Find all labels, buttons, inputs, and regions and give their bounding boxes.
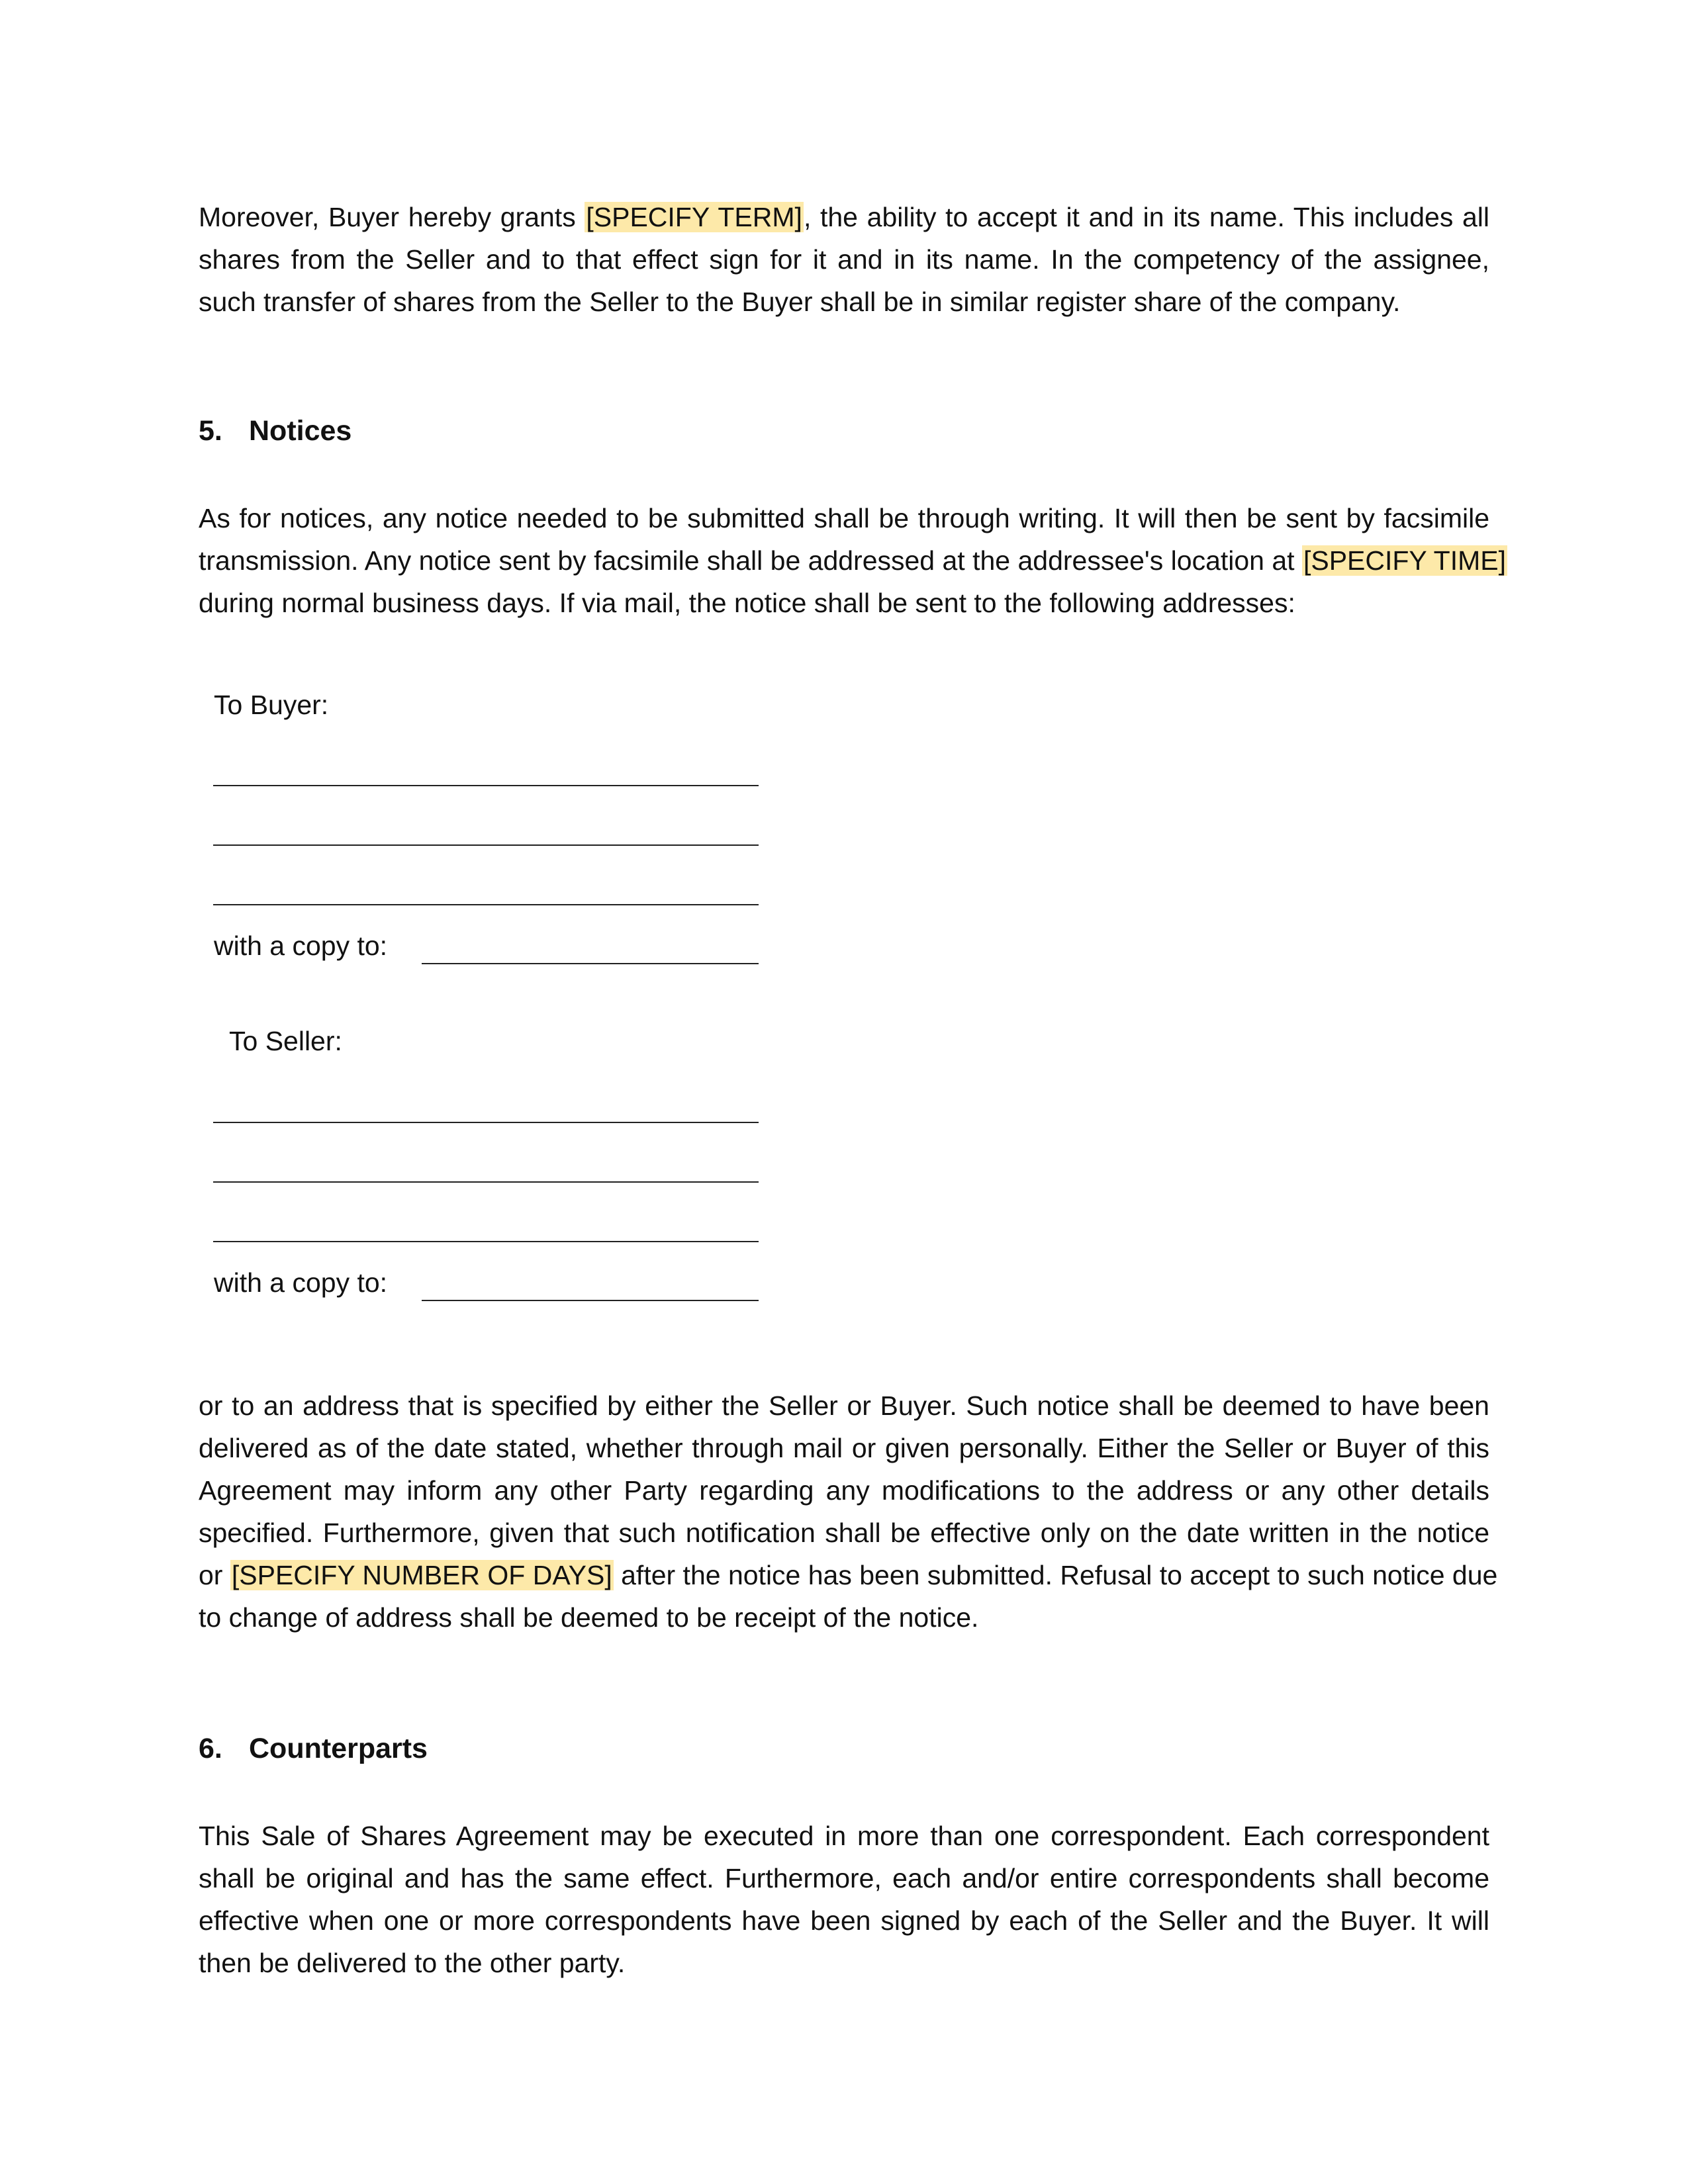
intro-line-1: Moreover, Buyer hereby grants [SPECIFY TERM], the ability to accept it and in its name. This includes all <box>199 202 1490 232</box>
notices-p2-line-3: Agreement may inform any other Party regarding any modifications to the address or any other details <box>199 1475 1489 1506</box>
notices-p2-line-4: specified. Furthermore, given that such notification shall be effective only on the date written in the notice <box>199 1518 1489 1548</box>
placeholder-specify-number-of-days[interactable]: [SPECIFY NUMBER OF DAYS] <box>231 1560 612 1590</box>
section-6-number: 6. <box>199 1733 222 1764</box>
seller-address-line-2[interactable] <box>213 1181 759 1183</box>
buyer-address-line-1[interactable] <box>213 785 759 786</box>
to-seller-label: To Seller: <box>229 1026 342 1056</box>
seller-copy-line[interactable] <box>422 1300 759 1301</box>
seller-copy-label: with a copy to: <box>214 1267 388 1298</box>
intro-line-2: shares from the Seller and to that effect sign for it and in its name. In the competency of the assignee, <box>199 244 1489 275</box>
buyer-copy-line[interactable] <box>422 963 759 964</box>
section-5-title: Notices <box>249 415 352 447</box>
to-buyer-label: To Buyer: <box>214 690 329 720</box>
notices-p2-line-2: delivered as of the date stated, whether through mail or given personally. Either the Seller or Buyer of this <box>199 1433 1489 1463</box>
counterparts-line-1: This Sale of Shares Agreement may be executed in more than one correspondent. Each correspondent <box>199 1821 1489 1851</box>
notices-p2-line-6: to change of address shall be deemed to be receipt of the notice. <box>199 1602 979 1633</box>
counterparts-line-2: shall be original and has the same effect. Furthermore, each and/or entire correspondents shall become <box>199 1863 1489 1893</box>
section-6-heading <box>199 1729 428 1768</box>
seller-address-line-1[interactable] <box>213 1122 759 1123</box>
intro-paragraph <box>199 196 1489 323</box>
notices-paragraph-2 <box>199 1385 1498 1639</box>
placeholder-specify-time[interactable]: [SPECIFY TIME] <box>1303 545 1507 576</box>
buyer-address-line-3[interactable] <box>213 904 759 905</box>
notices-p1-line-1: As for notices, any notice needed to be submitted shall be through writing. It will then be sent by facsimile <box>199 503 1489 533</box>
buyer-address-line-2[interactable] <box>213 844 759 846</box>
counterparts-line-4: then be delivered to the other party. <box>199 1948 626 1978</box>
seller-address-line-3[interactable] <box>213 1241 759 1242</box>
section-6-title: Counterparts <box>249 1733 428 1764</box>
intro-line-3: such transfer of shares from the Seller to the Buyer shall be in similar register share of the company. <box>199 287 1401 317</box>
section-5-number: 5. <box>199 415 222 447</box>
notices-p2-line-5: or [SPECIFY NUMBER OF DAYS] after the notice has been submitted. Refusal to accept to such notice due <box>199 1560 1498 1590</box>
section-5-heading <box>199 411 352 451</box>
notices-p1-line-2: transmission. Any notice sent by facsimile shall be addressed at the addressee's location at [SPECIFY TIME] <box>199 545 1507 576</box>
notices-paragraph-1 <box>199 497 1507 624</box>
notices-p1-line-3: during normal business days. If via mail, the notice shall be sent to the following addresses: <box>199 588 1295 618</box>
buyer-copy-label: with a copy to: <box>214 931 388 961</box>
notices-p2-line-1: or to an address that is specified by either the Seller or Buyer. Such notice shall be deemed to have been <box>199 1390 1489 1421</box>
counterparts-line-3: effective when one or more correspondents have been signed by each of the Seller and the Buyer. It will <box>199 1905 1489 1936</box>
placeholder-specify-term[interactable]: [SPECIFY TERM] <box>586 202 802 232</box>
counterparts-paragraph <box>199 1815 1489 1984</box>
